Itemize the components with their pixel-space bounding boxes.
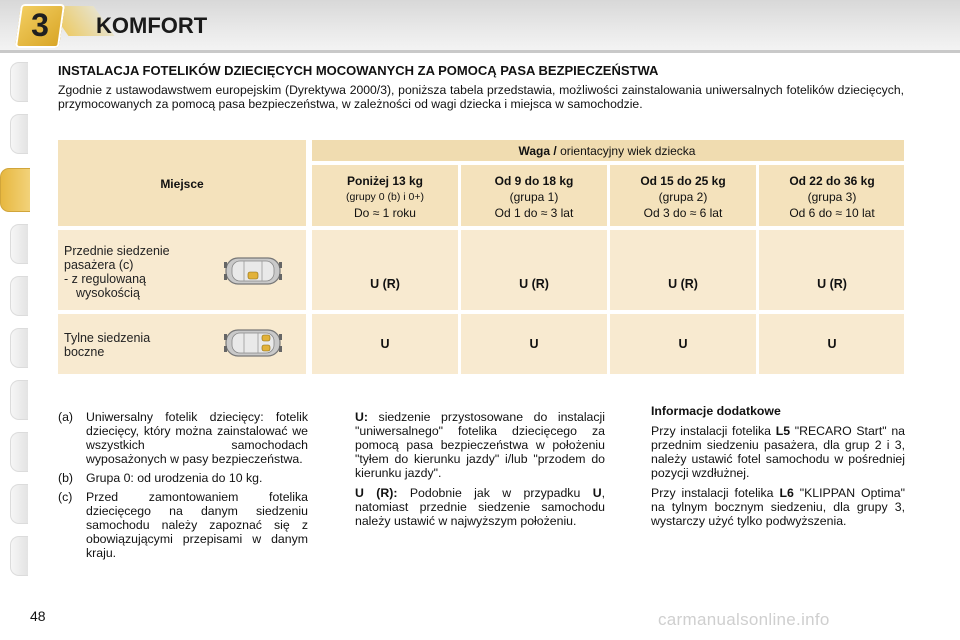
cell-rear-g3 <box>759 314 904 374</box>
seat-value: U (R) <box>668 277 698 291</box>
footnote-c <box>58 490 308 560</box>
cell-front-g1 <box>461 230 607 310</box>
seat-value: U (R) <box>817 277 847 291</box>
side-tab-3-active[interactable] <box>0 168 30 212</box>
extra-info-column <box>651 404 905 534</box>
section-title: INSTALACJA FOTELIKÓW DZIECIĘCYCH MOCOWANYCH ZA POMOCĄ PASA BEZPIECZEŃSTWA <box>58 63 659 78</box>
cell-rear-g2 <box>610 314 756 374</box>
seat-value: U <box>827 337 837 351</box>
row-label-line: Tylne siedzenia <box>64 331 151 345</box>
legend-column <box>355 410 605 534</box>
footnote-key: (c) <box>58 490 73 504</box>
side-tab-6[interactable] <box>10 328 28 368</box>
seat-value: U (R) <box>370 277 400 291</box>
side-tab-2[interactable] <box>10 114 28 154</box>
place-header-cell <box>58 140 306 226</box>
row-front-label <box>64 244 170 300</box>
group-label: (grupa 2) <box>658 190 708 204</box>
footnotes-column <box>58 410 308 565</box>
extra-text-bold: L6 <box>779 486 794 500</box>
row-front-label-cell <box>58 230 306 310</box>
page-number: 48 <box>30 608 46 624</box>
row-label-line: boczne <box>64 345 105 359</box>
group-label: (grupa 3) <box>807 190 857 204</box>
seat-value: U (R) <box>519 277 549 291</box>
extra-text: Przy instalacji fotelika <box>651 424 772 438</box>
legend-text: Podobnie jak w przypadku <box>409 486 581 500</box>
cell-front-g0 <box>312 230 458 310</box>
car-rear-seat-icon <box>224 326 282 360</box>
side-tab-7[interactable] <box>10 380 28 420</box>
footnote-key: (b) <box>58 471 74 485</box>
group-weight: Od 22 do 36 kg <box>789 174 875 188</box>
footnote-text: Uniwersalny fotelik dziecięcy: fotelik dziecięcy, który można zainstalować we wszystkich samochodach wyposażonych w pasy bezpieczeństwa. <box>86 410 308 466</box>
row-label-line: Przednie siedzenie <box>64 244 170 258</box>
group-weight: Poniżej 13 kg <box>346 174 424 188</box>
footnote-b <box>58 471 308 485</box>
extra-text-bold: L5 <box>775 424 791 438</box>
group-header-cell <box>312 165 458 226</box>
weight-header-cell <box>312 140 904 161</box>
intro-paragraph: Zgodnie z ustawodawstwem europejskim (Dyrektywa 2000/3), poniższa tabela przedstawia, możliwości zainstalowania uniwersalnych fotelików dziecięcych, przymocowanych za pomocą pasa bezpieczeństwa, w zależności od wagi dziecka i miejsca w samochodzie. <box>58 83 904 111</box>
row-label-line: wysokością <box>76 286 140 300</box>
group-header <box>610 165 756 221</box>
side-tab-4[interactable] <box>10 224 28 264</box>
weight-header-bold: Waga / <box>518 144 557 158</box>
group-weight: Od 9 do 18 kg <box>494 174 574 188</box>
cell-front-g3 <box>759 230 904 310</box>
weight-header <box>312 144 902 158</box>
row-rear-label-cell <box>58 314 306 374</box>
cell-rear-g1 <box>461 314 607 374</box>
legend-text-bold: U <box>592 486 602 500</box>
legend-key: U: <box>355 410 368 424</box>
extra-text: "KLIPPAN Optima" na tylnym bocznym siedzeniu, dla grupy 3, wystarczy użyć tylko podwyższenia. <box>651 486 905 528</box>
side-tab-1[interactable] <box>10 62 28 102</box>
group-age: Od 1 do ≈ 3 lat <box>494 206 574 220</box>
row-label-line: - z regulowaną <box>64 272 146 286</box>
side-chapter-tabs <box>0 62 28 582</box>
legend-text: siedzenie przystosowane do instalacji "uniwersalnego" fotelika dziecięcego za pomocą pasa bezpieczeństwa w położeniu "tyłem do kierunku jazdy" i/lub "przodem do kierunku jazdy". <box>355 410 606 480</box>
group-header <box>461 165 607 221</box>
extra-info-title: Informacje dodatkowe <box>651 404 781 418</box>
child-seat-table <box>58 140 904 374</box>
footnote-a <box>58 410 308 466</box>
legend-text: , natomiast przednie siedzenie samochodu należy ustawić w najwyższym położeniu. <box>355 486 605 528</box>
extra-text: "RECARO Start" na przednim siedzeniu pasażera, dla grup 2 i 3, należy ustawić fotel samochodu w pośredniej pozycji wzdłużnej. <box>651 424 905 480</box>
side-tab-8[interactable] <box>10 432 28 472</box>
group-header <box>759 165 905 221</box>
chapter-title: KOMFORT <box>96 13 208 38</box>
group-header-cell <box>759 165 904 226</box>
footnote-text: Grupa 0: od urodzenia do 10 kg. <box>86 471 263 485</box>
footnote-text: Przed zamontowaniem fotelika dziecięcego na danym siedzeniu samochodu należy zapoznać się z obowiązującymi przepisami w danym kraju. <box>86 490 308 560</box>
extra-text: Przy instalacji fotelika <box>651 486 774 500</box>
cell-front-g2 <box>610 230 756 310</box>
chapter-badge <box>15 4 65 48</box>
place-header: Miejsce <box>160 177 204 191</box>
seat-value: U <box>529 337 539 351</box>
group-header-cell <box>461 165 607 226</box>
group-age: Do ≈ 1 roku <box>354 206 416 220</box>
car-front-seat-icon <box>224 254 282 288</box>
side-tab-9[interactable] <box>10 484 28 524</box>
group-weight: Od 15 do 25 kg <box>640 174 726 188</box>
chapter-number: 3 <box>31 7 49 43</box>
group-age: Od 6 do ≈ 10 lat <box>789 206 875 220</box>
row-label-line: pasażera (c) <box>64 258 134 272</box>
header-divider <box>0 50 960 53</box>
legend-u <box>355 410 605 480</box>
legend-key: U (R): <box>355 486 398 500</box>
row-rear-label <box>64 331 150 359</box>
footnote-key: (a) <box>58 410 74 424</box>
group-header-cell <box>610 165 756 226</box>
group-label: (grupy 0 (b) i 0+) <box>346 191 424 203</box>
watermark: carmanualsonline.info <box>658 610 830 629</box>
extra-info-p2 <box>651 486 905 528</box>
cell-rear-g0 <box>312 314 458 374</box>
legend-ur <box>355 486 605 528</box>
side-tab-5[interactable] <box>10 276 28 316</box>
group-header <box>312 165 458 221</box>
group-label: (grupa 1) <box>509 190 559 204</box>
seat-value: U <box>678 337 688 351</box>
group-age: Od 3 do ≈ 6 lat <box>643 206 723 220</box>
seat-value: U <box>380 337 390 351</box>
side-tab-10[interactable] <box>10 536 28 576</box>
extra-info-p1 <box>651 424 905 480</box>
weight-header-rest: orientacyjny wiek dziecka <box>560 144 696 158</box>
